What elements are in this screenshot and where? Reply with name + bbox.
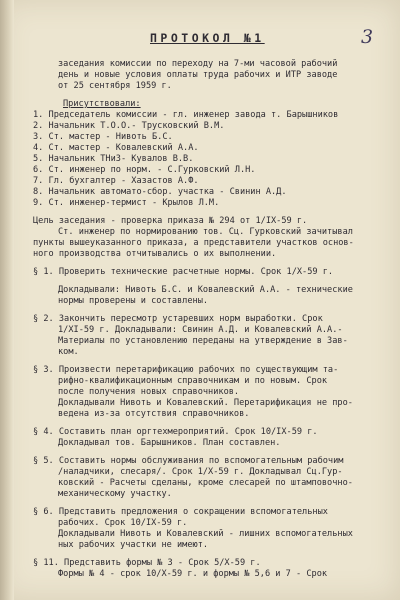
text-line: /наладчики, слесаря/. Срок 1/X-59 г. Докладывал Сц.Гур- bbox=[58, 467, 343, 477]
text-line: Докладывали: Нивоть Б.С. и Ковалевский А.А. - технические bbox=[58, 285, 353, 295]
text-line: ком. bbox=[58, 347, 79, 357]
text-line: § 11. Представить формы № 3 - Срок 5/X-59 г. bbox=[33, 558, 261, 568]
text-line: заседания комиссии по переходу на 7-ми часовой рабочий bbox=[58, 59, 338, 69]
text-line: ного производства отчитывались о их выполнении. bbox=[33, 249, 277, 259]
text-line: § 2. Закончить пересмотр устаревших норм выработки. Срок bbox=[33, 314, 323, 324]
text-line: 1. Председатель комиссии - гл. инженер завода т. Барышников bbox=[33, 110, 339, 120]
text-line: Докладывал тов. Барышников. План составлен. bbox=[58, 438, 281, 448]
text-line: Ст. инженер по нормированию тов. Сц. Гурковский зачитывал bbox=[58, 227, 353, 237]
text-line: ковский - Расчеты сделаны, кроме слесарей по штамповочно- bbox=[58, 478, 353, 488]
text-line: 9. Ст. инженер-термист - Крылов Л.М. bbox=[33, 198, 220, 208]
text-line: ведена из-за отсутствия справочников. bbox=[58, 409, 250, 419]
text-line: § 1. Проверить технические расчетные нормы. Срок 1/X-59 г. bbox=[33, 267, 334, 277]
text-line: от 25 сентября 1959 г. bbox=[58, 81, 172, 91]
text-line: механическому участку. bbox=[58, 489, 172, 499]
text-line: 6. Ст. инженер по норм. - С.Гурковский Л.Н. bbox=[33, 165, 256, 175]
page-number: 3 bbox=[361, 26, 374, 48]
text-line: рифно-квалификационным справочникам и по новым. Срок bbox=[58, 376, 328, 386]
text-line: после получения новых справочников. bbox=[58, 387, 240, 397]
text-line: 7. Гл. бухгалтер - Хазастов А.Ф. bbox=[33, 176, 199, 186]
text-line: нормы проверены и составлены. bbox=[58, 296, 209, 306]
text-line: 3. Ст. мастер - Нивоть Б.С. bbox=[33, 132, 173, 142]
document-title: ПРОТОКОЛ №1 bbox=[150, 31, 265, 45]
text-line: Цель заседания - проверка приказа № 294 от 1/IX-59 г. bbox=[33, 216, 308, 226]
text-line: ных рабочих участки не имеют. bbox=[58, 540, 209, 550]
text-line: рабочих. Срок 10/IX-59 г. bbox=[58, 518, 188, 528]
text-line: Формы № 4 - срок 10/X-59 г. и формы № 5,6 и 7 - Срок bbox=[58, 569, 328, 579]
text-line: 4. Ст. мастер - Ковалевский А.А. bbox=[33, 143, 199, 153]
text-line: день и новые условия оплаты труда рабочих и ИТР заводе bbox=[58, 70, 338, 80]
text-line: Докладывали Нивоть и Ковалевский - лишних вспомогательных bbox=[58, 529, 353, 539]
text-line: Материалы по установлению переданы на утверждение в Зав- bbox=[58, 336, 348, 346]
text-line: 1/XI-59 г. Докладывали: Свинин А.Д. и Ковалевский А.А.- bbox=[58, 325, 343, 335]
text-line: пункты вышеуказанного приказа, а представители участков основ- bbox=[33, 238, 354, 248]
binding-edge bbox=[0, 0, 14, 600]
text-line: § 3. Произвести перетарификацию рабочих по существующим та- bbox=[33, 365, 339, 375]
text-line: 5. Начальник ТНиЗ- Кувалов В.В. bbox=[33, 154, 194, 164]
text-line: 8. Начальник автомато-сбор. участка - Свинин А.Д. bbox=[33, 187, 287, 197]
text-line: § 6. Представить предложения о сокращении вспомогательных bbox=[33, 507, 328, 517]
text-line: § 5. Составить нормы обслуживания по вспомогательным рабочим bbox=[33, 456, 344, 466]
text-line: 2. Начальник Т.О.О.- Трусковский В.М. bbox=[33, 121, 225, 131]
text-line: Присутствовали: bbox=[63, 99, 141, 109]
text-line: Докладывали Нивоть и Ковалевский. Перетарификация не про- bbox=[58, 398, 353, 408]
text-line: § 4. Составить план оргтехмероприятий. Срок 10/IX-59 г. bbox=[33, 427, 318, 437]
